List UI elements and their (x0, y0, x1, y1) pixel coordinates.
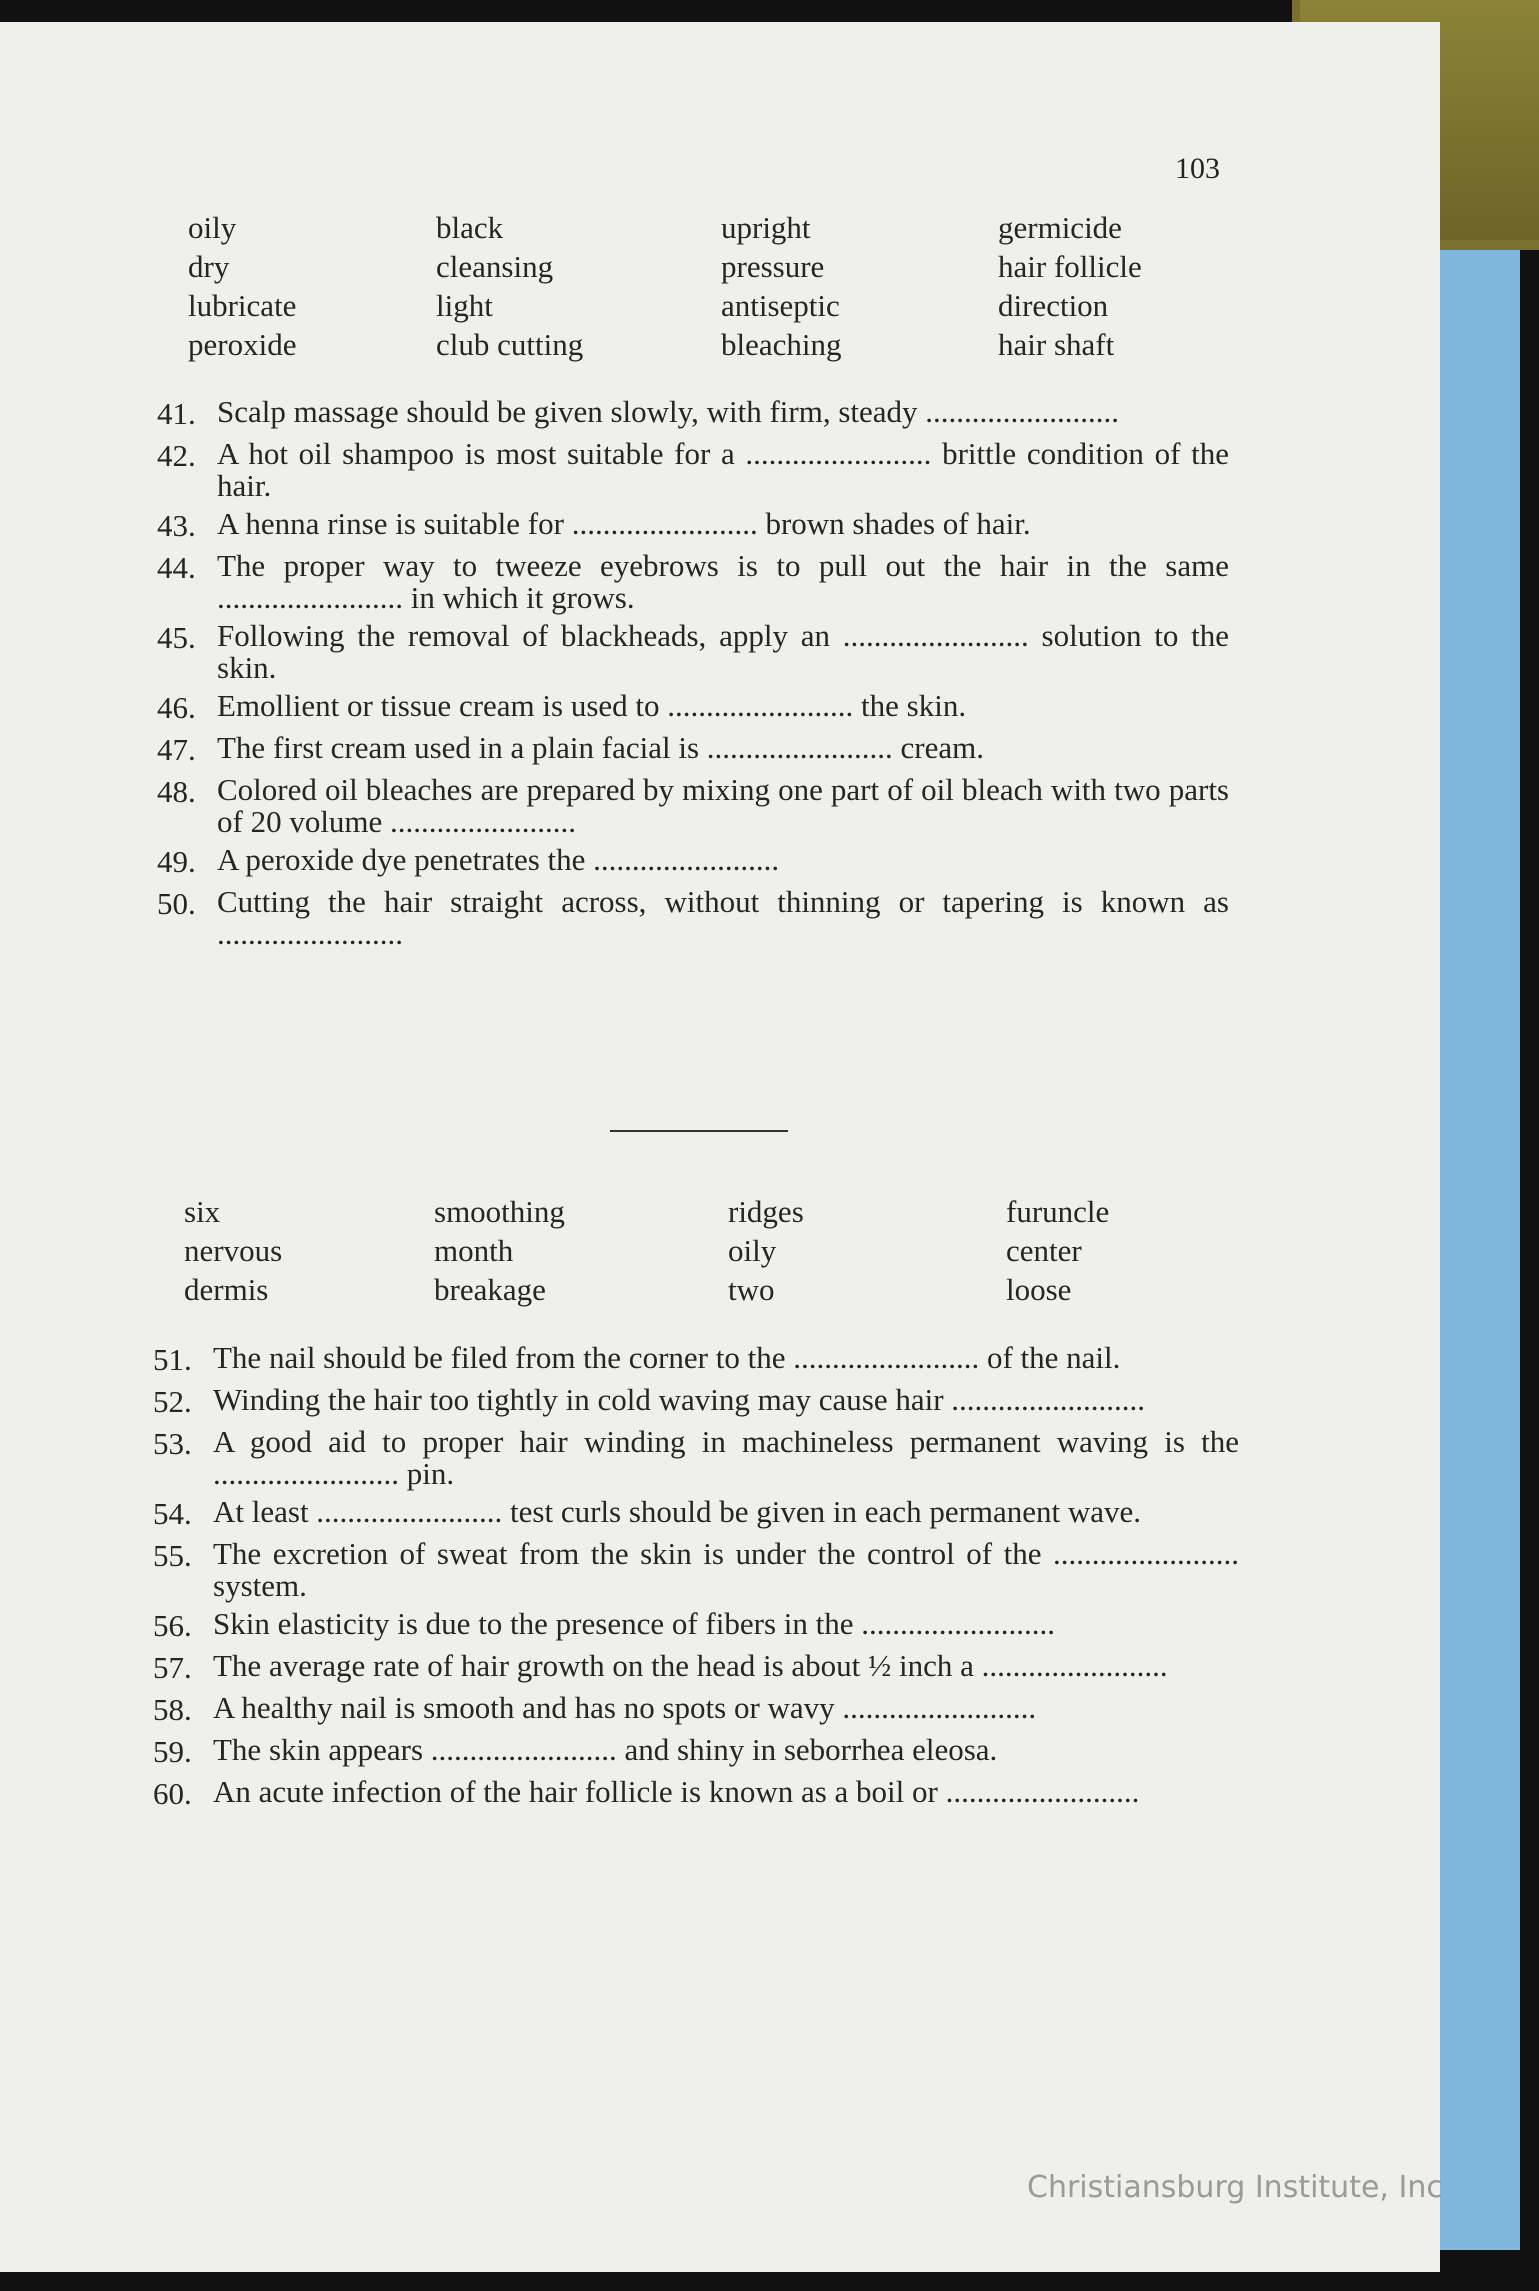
word-bank-2 (184, 1192, 1234, 1309)
question-number: 59. (153, 1734, 192, 1769)
question-number: 50. (157, 886, 196, 921)
question-text: Scalp massage should be given slowly, with firm, steady ......................... (217, 394, 1120, 429)
question-number: 60. (153, 1776, 192, 1811)
question-item (153, 1384, 1239, 1420)
question-text: The first cream used in a plain facial is ........................ cream. (217, 730, 984, 765)
word-bank-item: center (1006, 1233, 1082, 1268)
word-bank-item: lubricate (188, 288, 297, 323)
word-bank-item: hair shaft (998, 327, 1115, 362)
book-page (0, 22, 1440, 2272)
question-number: 49. (157, 844, 196, 879)
word-bank-item: direction (998, 288, 1109, 323)
question-item (153, 1692, 1239, 1728)
question-item (153, 1734, 1239, 1770)
word-bank-item: hair follicle (998, 249, 1142, 284)
question-text: Emollient or tissue cream is used to ........................ the skin. (217, 688, 967, 723)
question-text: Winding the hair too tightly in cold waving may cause hair ......................... (213, 1382, 1146, 1417)
question-item (157, 550, 1229, 614)
word-bank-item: nervous (184, 1233, 283, 1268)
word-bank-item: six (184, 1194, 221, 1229)
question-text: The average rate of hair growth on the head is about ½ inch a ........................ (213, 1648, 1168, 1683)
word-bank-item: oily (188, 210, 237, 245)
question-item (153, 1426, 1239, 1490)
question-item (153, 1538, 1239, 1602)
question-number: 52. (153, 1384, 192, 1419)
question-list-1 (157, 396, 1229, 956)
question-number: 54. (153, 1496, 192, 1531)
word-bank-item: peroxide (188, 327, 297, 362)
word-bank-item: dry (188, 249, 230, 284)
question-text: An acute infection of the hair follicle is known as a boil or ......................... (213, 1774, 1140, 1809)
word-bank-item: dermis (184, 1272, 269, 1307)
question-text: A henna rinse is suitable for ........................ brown shades of hair. (217, 506, 1031, 541)
question-item (157, 690, 1229, 726)
question-number: 47. (157, 732, 196, 767)
question-text: Colored oil bleaches are prepared by mixing one part of oil bleach with two parts of 20 volume ........................ (217, 772, 1229, 839)
question-text: The nail should be filed from the corner to the ........................ of the nail. (213, 1340, 1121, 1375)
question-number: 45. (157, 620, 196, 655)
question-number: 46. (157, 690, 196, 725)
word-bank-item: cleansing (436, 249, 554, 284)
page-number: 103 (1175, 152, 1220, 185)
word-bank-1 (188, 208, 1238, 364)
question-item (157, 886, 1229, 950)
question-item (153, 1650, 1239, 1686)
question-number: 48. (157, 774, 196, 809)
question-item (157, 732, 1229, 768)
word-bank-item: antiseptic (721, 288, 840, 323)
question-item (157, 438, 1229, 502)
word-bank-item: club cutting (436, 327, 584, 362)
question-item (157, 620, 1229, 684)
question-number: 43. (157, 508, 196, 543)
question-number: 42. (157, 438, 196, 473)
question-number: 41. (157, 396, 196, 431)
section-divider (610, 1130, 788, 1132)
question-text: The proper way to tweeze eyebrows is to pull out the hair in the same ........................ in which it grows. (217, 548, 1229, 615)
question-number: 57. (153, 1650, 192, 1685)
question-item (153, 1496, 1239, 1532)
question-text: A peroxide dye penetrates the ........................ (217, 842, 780, 877)
word-bank-item: pressure (721, 249, 825, 284)
question-text: A healthy nail is smooth and has no spots or wavy ......................... (213, 1690, 1037, 1725)
question-number: 55. (153, 1538, 192, 1573)
question-number: 51. (153, 1342, 192, 1377)
word-bank-item: loose (1006, 1272, 1072, 1307)
word-bank-item: upright (721, 210, 811, 245)
question-item (157, 508, 1229, 544)
word-bank-item: breakage (434, 1272, 546, 1307)
word-bank-item: furuncle (1006, 1194, 1110, 1229)
question-text: The skin appears ........................ and shiny in seborrhea eleosa. (213, 1732, 998, 1767)
word-bank-item: ridges (728, 1194, 804, 1229)
question-item (157, 774, 1229, 838)
question-text: Skin elasticity is due to the presence of fibers in the ......................... (213, 1606, 1055, 1641)
word-bank-item: bleaching (721, 327, 842, 362)
watermark: Christiansburg Institute, Inc (1027, 2170, 1443, 2205)
question-item (153, 1342, 1239, 1378)
word-bank-item: germicide (998, 210, 1122, 245)
question-text: A good aid to proper hair winding in machineless permanent waving is the ........................ pin. (213, 1424, 1239, 1491)
word-bank-item: light (436, 288, 493, 323)
question-text: Cutting the hair straight across, without thinning or tapering is known as ........................ (217, 884, 1229, 951)
word-bank-item: oily (728, 1233, 777, 1268)
question-number: 58. (153, 1692, 192, 1727)
question-number: 44. (157, 550, 196, 585)
question-text: At least ........................ test curls should be given in each permanent wave. (213, 1494, 1142, 1529)
question-number: 53. (153, 1426, 192, 1461)
question-text: A hot oil shampoo is most suitable for a ........................ brittle condition of the hair. (217, 436, 1229, 503)
word-bank-item: month (434, 1233, 514, 1268)
question-text: Following the removal of blackheads, apply an ........................ solution to the skin. (217, 618, 1229, 685)
question-item (153, 1608, 1239, 1644)
word-bank-item: smoothing (434, 1194, 565, 1229)
question-item (153, 1776, 1239, 1812)
question-item (157, 844, 1229, 880)
word-bank-item: two (728, 1272, 775, 1307)
word-bank-item: black (436, 210, 504, 245)
question-number: 56. (153, 1608, 192, 1643)
question-list-2 (153, 1342, 1239, 1818)
question-text: The excretion of sweat from the skin is under the control of the ........................ system. (213, 1536, 1239, 1603)
question-item (157, 396, 1229, 432)
